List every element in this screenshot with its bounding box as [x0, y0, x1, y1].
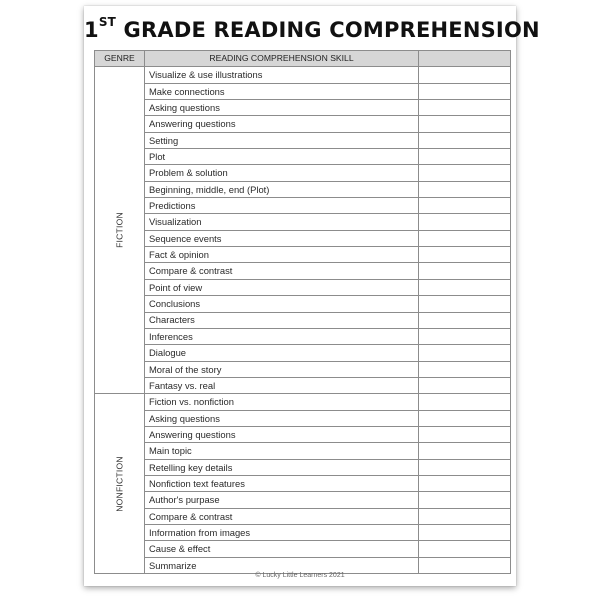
table-row: [95, 214, 511, 230]
check-cell[interactable]: [419, 132, 511, 148]
skill-cell: Cause & effect: [145, 541, 419, 557]
check-cell[interactable]: [419, 296, 511, 312]
check-cell[interactable]: [419, 541, 511, 557]
skill-cell: Visualization: [145, 214, 419, 230]
check-cell[interactable]: [419, 410, 511, 426]
check-cell[interactable]: [419, 149, 511, 165]
skill-cell: Visualize & use illustrations: [145, 67, 419, 83]
check-cell[interactable]: [419, 279, 511, 295]
copyright-notice: © Lucky Little Learners 2021: [255, 572, 345, 579]
check-cell[interactable]: [419, 508, 511, 524]
check-cell[interactable]: [419, 475, 511, 491]
table-row: [95, 198, 511, 214]
table-row: [95, 279, 511, 295]
table-row: [95, 247, 511, 263]
table-row: [95, 394, 511, 410]
skill-cell: Plot: [145, 149, 419, 165]
table-row: [95, 508, 511, 524]
table-row: [95, 459, 511, 475]
skills-table: [94, 50, 511, 574]
check-cell[interactable]: [419, 345, 511, 361]
skill-cell: Main topic: [145, 443, 419, 459]
check-cell[interactable]: [419, 328, 511, 344]
skill-cell: Retelling key details: [145, 459, 419, 475]
skill-cell: Information from images: [145, 524, 419, 540]
skill-cell: Compare & contrast: [145, 263, 419, 279]
genre-cell: [95, 394, 145, 574]
table-row: [95, 181, 511, 197]
table-row: [95, 443, 511, 459]
table-row: [95, 132, 511, 148]
check-cell[interactable]: [419, 100, 511, 116]
check-cell[interactable]: [419, 377, 511, 393]
check-cell[interactable]: [419, 459, 511, 475]
skill-cell: Point of view: [145, 279, 419, 295]
skill-cell: Author's purpase: [145, 492, 419, 508]
check-cell[interactable]: [419, 524, 511, 540]
page-title: [84, 15, 540, 42]
table-row: [95, 361, 511, 377]
genre-header: GENRE: [95, 51, 145, 67]
check-cell[interactable]: [419, 214, 511, 230]
check-cell[interactable]: [419, 443, 511, 459]
check-cell[interactable]: [419, 181, 511, 197]
title-prefix: 1: [84, 18, 99, 42]
skill-cell: Characters: [145, 312, 419, 328]
worksheet-page: [84, 6, 540, 586]
skill-cell: Fiction vs. nonfiction: [145, 394, 419, 410]
skill-cell: Make connections: [145, 83, 419, 99]
table-row: [95, 83, 511, 99]
check-cell[interactable]: [419, 230, 511, 246]
table-row: [95, 328, 511, 344]
table-row: [95, 377, 511, 393]
skill-cell: Conclusions: [145, 296, 419, 312]
skill-cell: Fact & opinion: [145, 247, 419, 263]
table-body: [95, 67, 511, 574]
skill-cell: Answering questions: [145, 426, 419, 442]
table-row: [95, 426, 511, 442]
table-row: [95, 67, 511, 83]
skill-cell: Moral of the story: [145, 361, 419, 377]
table-row: [95, 149, 511, 165]
skill-cell: Predictions: [145, 198, 419, 214]
skill-header: READING COMPREHENSION SKILL: [145, 51, 419, 67]
check-cell[interactable]: [419, 492, 511, 508]
table-row: [95, 230, 511, 246]
table-row: [95, 312, 511, 328]
check-cell[interactable]: [419, 394, 511, 410]
table-row: [95, 492, 511, 508]
table-row: [95, 100, 511, 116]
skill-cell: Dialogue: [145, 345, 419, 361]
title-rest: GRADE READING COMPREHENSION: [116, 18, 540, 42]
check-cell[interactable]: [419, 67, 511, 83]
skill-cell: Answering questions: [145, 116, 419, 132]
check-cell[interactable]: [419, 116, 511, 132]
check-cell[interactable]: [419, 83, 511, 99]
check-cell[interactable]: [419, 198, 511, 214]
title-superscript: ST: [98, 15, 117, 29]
table-row: [95, 475, 511, 491]
check-cell[interactable]: [419, 361, 511, 377]
table-row: [95, 345, 511, 361]
genre-cell: [95, 67, 145, 394]
skill-cell: Problem & solution: [145, 165, 419, 181]
check-cell[interactable]: [419, 426, 511, 442]
check-cell[interactable]: [419, 247, 511, 263]
check-header: [419, 51, 511, 67]
genre-label: FICTION: [114, 212, 125, 249]
table-row: [95, 296, 511, 312]
table-row: [95, 116, 511, 132]
skill-cell: Beginning, middle, end (Plot): [145, 181, 419, 197]
skill-cell: Asking questions: [145, 410, 419, 426]
table-row: [95, 263, 511, 279]
skill-cell: Sequence events: [145, 230, 419, 246]
table-row: [95, 524, 511, 540]
check-cell[interactable]: [419, 312, 511, 328]
check-cell[interactable]: [419, 165, 511, 181]
skill-cell: Asking questions: [145, 100, 419, 116]
genre-label: NONFICTION: [114, 455, 125, 512]
header-row: [95, 51, 511, 67]
check-cell[interactable]: [419, 263, 511, 279]
skill-cell: Summarize: [145, 557, 419, 573]
table-row: [95, 410, 511, 426]
table-row: [95, 165, 511, 181]
skill-cell: Setting: [145, 132, 419, 148]
table-row: [95, 541, 511, 557]
skill-cell: Inferences: [145, 328, 419, 344]
skill-cell: Compare & contrast: [145, 508, 419, 524]
skill-cell: Fantasy vs. real: [145, 377, 419, 393]
skill-cell: Nonfiction text features: [145, 475, 419, 491]
